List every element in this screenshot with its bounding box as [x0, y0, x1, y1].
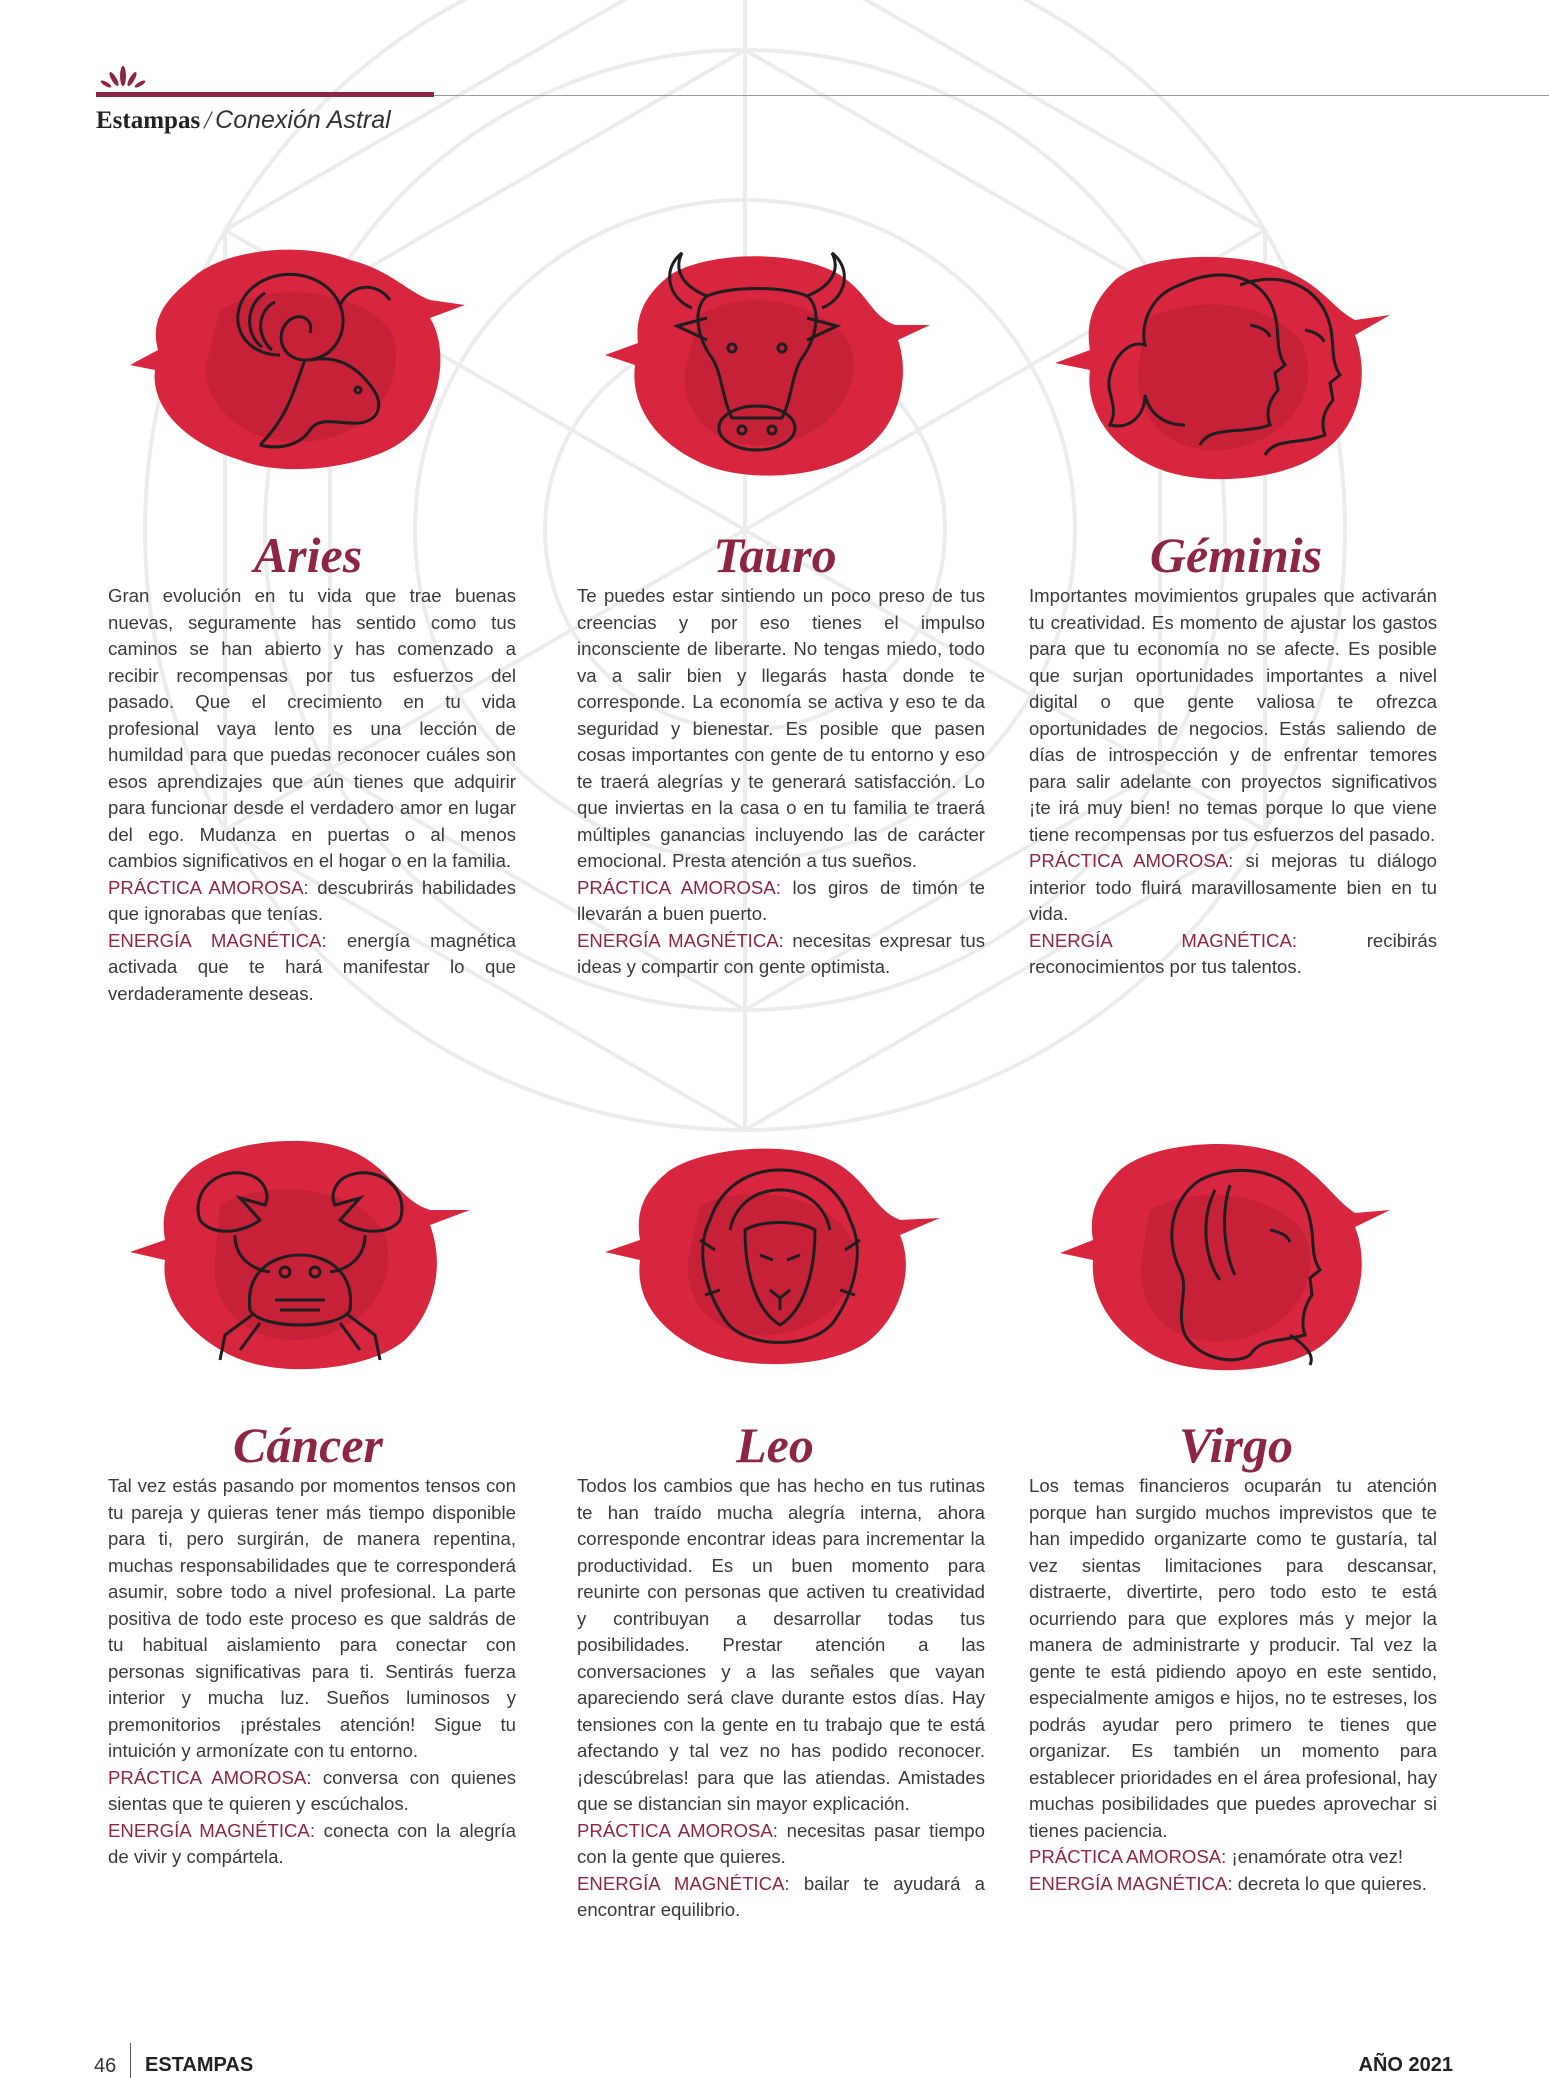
lion-icon	[685, 1160, 875, 1360]
love-label: PRÁCTICA AMOROSA:	[1029, 1846, 1227, 1867]
energy-label: ENERGÍA MAGNÉTICA:	[1029, 1872, 1233, 1894]
love-label: PRÁCTICA AMOROSA:	[577, 1819, 778, 1841]
sign-title-aries: Aries	[253, 527, 363, 583]
love-text: ¡enamórate otra vez!	[1231, 1846, 1404, 1867]
energy-text: energía magnética activada que te hará manifestar lo que verdaderamente deseas.	[108, 929, 516, 1004]
footer-divider	[130, 2043, 131, 2078]
sign-title-geminis: Géminis	[1149, 527, 1323, 583]
love-text: necesitas pasar tiempo con la gente que quieres.	[577, 1819, 985, 1867]
sign-text-geminis	[1029, 583, 1437, 981]
footer-brand: ESTAMPAS	[145, 2054, 254, 2076]
sign-body: Tal vez estás pasando por momentos tensos con tu pareja y quieras tener más tiempo disponible para ti, pero surgirán, de manera repentina, muchas responsabilidades que te corresponderá asumir, sobre todo a nivel profesional. La parte positiva de todo este proceso es que saldrás de tu habitual aislamiento para conectar con personas significativas para ti. Sentirás fuerza interior y mucha luz. Sueños luminosos y premonitorios ¡préstales atención! Sigue tu intuición y armonízate con tu entorno.	[108, 1475, 516, 1761]
sign-body: Gran evolución en tu vida que trae buenas nuevas, seguramente has sentido como tus caminos se han abierto y has comenzado a recibir recompensas por tus esfuerzos del pasado. Que el crecimiento en tu vida profesional vaya lento es una lección de humildad para que puedas reconocer cuáles son esos aprendizajes que aún tienes que adquirir para funcionar desde el verdadero amor en lugar del ego. Mudanza en puertas o al menos cambios significativos en el hogar o en la familia.	[108, 585, 516, 871]
footer-year: AÑO 2021	[1358, 2054, 1453, 2076]
love-label: PRÁCTICA AMOROSA:	[577, 876, 781, 898]
energy-label: ENERGÍA MAGNÉTICA:	[1029, 929, 1298, 951]
energy-label: ENERGÍA MAGNÉTICA:	[108, 1819, 316, 1841]
energy-label: ENERGÍA MAGNÉTICA:	[577, 929, 784, 951]
flower-ornament-icon	[98, 62, 148, 92]
brand-name: Estampas	[96, 107, 201, 134]
love-label: PRÁCTICA AMOROSA:	[1029, 850, 1234, 871]
energy-text: recibirás reconocimientos por tus talentos.	[1029, 929, 1437, 977]
sign-title-tauro: Tauro	[713, 527, 837, 583]
header-accent-bar	[96, 92, 434, 97]
love-text: los giros de timón te llevarán a buen puerto.	[577, 876, 985, 924]
sign-text-cancer	[108, 1473, 516, 1871]
sign-body: Importantes movimientos grupales que activarán tu creatividad. Es momento de ajustar los gastos para que tu economía no se afecte. Es posible que surjan oportunidades importantes a nivel digital o que gente valiosa te ofrezca oportunidades de negocios. Estás saliendo de días de introspección y de enfrentar temores para salir adelante con proyectos significativos ¡te irá muy bien! no temas porque lo que viene tiene recompensas por tus esfuerzos del pasado.	[1029, 585, 1437, 845]
page-number: 46	[94, 2055, 117, 2077]
energy-label: ENERGÍA MAGNÉTICA:	[577, 1872, 790, 1894]
energy-text: bailar te ayudará a encontrar equilibrio.	[577, 1872, 985, 1920]
love-text: si mejoras tu diálogo interior todo fluirá maravillosamente bien en tu vida.	[1029, 850, 1438, 924]
love-text: descubrirás habilidades que ignorabas que tenías.	[108, 876, 516, 924]
twins-icon	[1090, 265, 1350, 465]
love-text: conversa con quienes sientas que te quieren y escúchalos.	[108, 1766, 517, 1814]
sign-text-aries	[108, 583, 516, 1007]
sign-title-virgo: Virgo	[1179, 1417, 1293, 1473]
sign-title-leo: Leo	[736, 1417, 814, 1473]
energy-text: decreta lo que quieres.	[1237, 1872, 1427, 1894]
maiden-icon	[1140, 1160, 1340, 1370]
ram-icon	[200, 255, 410, 455]
sign-text-leo	[577, 1473, 985, 1924]
section-label	[96, 106, 391, 135]
love-label: PRÁCTICA AMOROSA:	[108, 876, 309, 898]
energy-text: conecta con la alegría de vivir y compártela.	[108, 1819, 516, 1867]
love-label: PRÁCTICA AMOROSA:	[108, 1766, 312, 1788]
sign-body: Te puedes estar sintiendo un poco preso de tus creencias y por eso tienes el impulso inconsciente de liberarte. No tengas miedo, todo va a salir bien y llegarás hasta donde te corresponde. La economía se activa y eso te da seguridad y bienestar. Es posible que pasen cosas importantes con gente de tu entorno y eso te traerá alegrías y te generará satisfacción. Lo que inviertas en la casa o en tu familia te traerá múltiples ganancias incluyendo las de carácter emocional. Presta atención a tus sueños.	[577, 585, 985, 871]
separator: /	[204, 107, 212, 134]
sign-body: Los temas financieros ocuparán tu atención porque han surgido muchos imprevistos que te han impedido organizarte como te gustaría, tal vez sientas limitaciones para descansar, distraerte, divertirte, pero todo esto te está ocurriendo para que explores más y mejor la manera de administrarte y producir. Tal vez la gente te está pidiendo apoyo en este sentido, especialmente amigos e hijos, no te estreses, los podrás ayudar pero primero te tienes que organizar. Es también un momento para establecer prioridades en el área profesional, hay muchas posibilidades que puedes aprovechar si tienes paciencia.	[1029, 1475, 1437, 1841]
sign-title-cancer: Cáncer	[233, 1417, 383, 1473]
energy-label: ENERGÍA MAGNÉTICA:	[108, 929, 327, 951]
bull-icon	[652, 248, 862, 463]
energy-text: necesitas expresar tus ideas y compartir con gente optimista.	[577, 929, 985, 977]
section-name: Conexión Astral	[215, 106, 391, 134]
sign-text-virgo	[1029, 1473, 1437, 1897]
sign-body: Todos los cambios que has hecho en tus rutinas te han traído mucha alegría interna, ahora corresponde encontrar ideas para incrementar la productividad. Es un buen momento para reunirte con personas que activen tu creatividad y contribuyan a desarrollar todas tus posibilidades. Prestar atención a las conversaciones y a las señales que vayan apareciendo será clave durante estos días. Hay tensiones con la gente en tu trabajo que te está afectando y tal vez no has podido reconocer. ¡descúbrelas! para que las atiendas. Amistades que se distancian sin mayor explicación.	[577, 1475, 985, 1814]
crab-icon	[180, 1160, 420, 1370]
sign-text-tauro	[577, 583, 985, 981]
